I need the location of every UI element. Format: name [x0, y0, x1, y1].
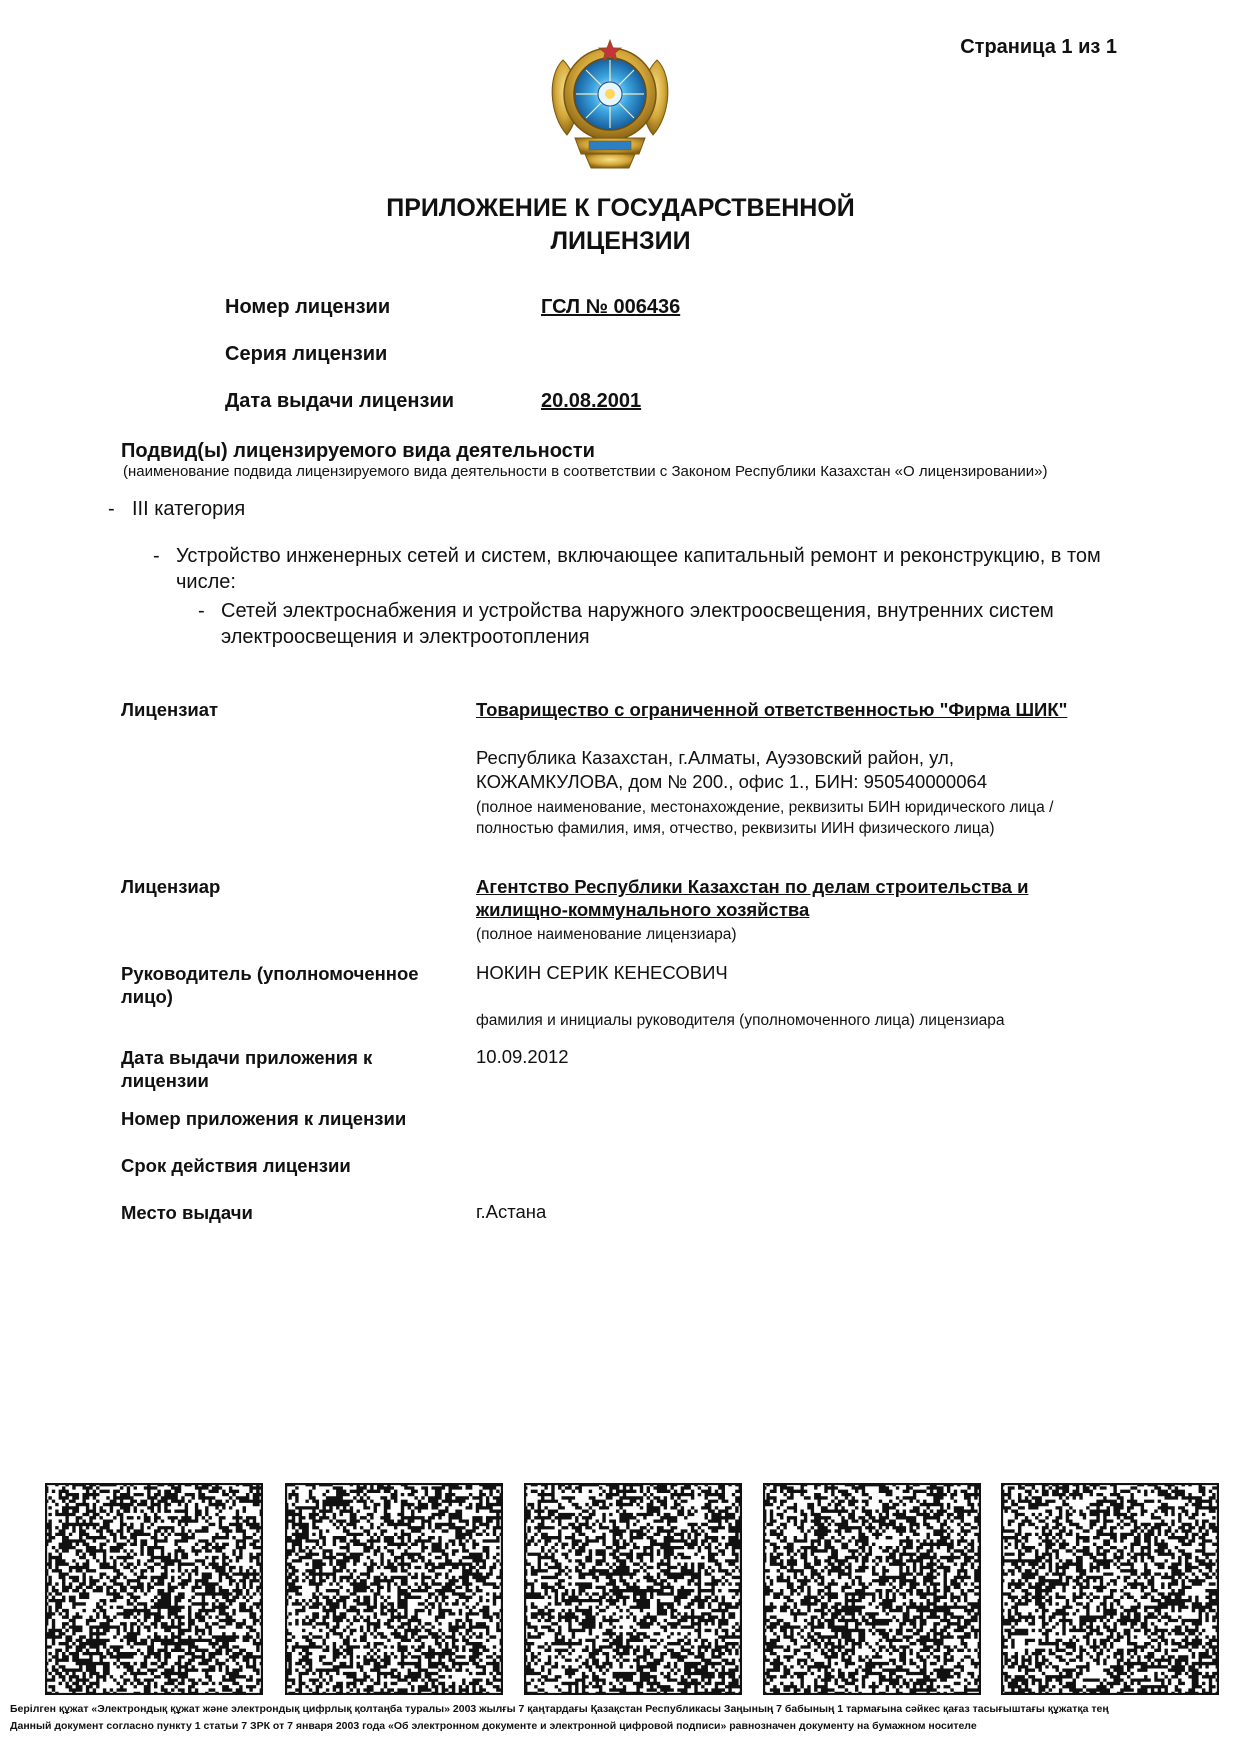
- head-name: НОКИН СЕРИК КЕНЕСОВИЧ: [476, 962, 728, 983]
- subtypes-note: (наименование подвида лицензируемого вида деятельности в соответствии с Законом Республики Казахстан «О лицензировании»): [123, 463, 1048, 480]
- subtype-item-2: - Устройство инженерных сетей и систем, включающее капитальный ремонт и реконструкцию, в том числе:: [153, 545, 1101, 593]
- validity-label: Срок действия лицензии: [121, 1155, 351, 1176]
- state-emblem-icon: [545, 30, 675, 172]
- licensor-label: Лицензиар: [121, 876, 221, 897]
- license-number-label: Номер лицензии: [225, 296, 391, 318]
- qr-code-1: [45, 1483, 263, 1695]
- license-number-value: ГСЛ № 006436: [541, 296, 681, 318]
- qr-code-5: [1001, 1483, 1219, 1695]
- licensor-name: Агентство Республики Казахстан по делам строительства и жилищно-коммунального хозяйства: [476, 876, 1029, 920]
- license-series-label: Серия лицензии: [225, 343, 388, 365]
- document-title: [0, 192, 1241, 258]
- place-value: г.Астана: [476, 1201, 547, 1222]
- qr-code-2: [285, 1483, 503, 1695]
- licensee-label: Лицензиат: [121, 699, 219, 720]
- document-title-line-2: ЛИЦЕНЗИИ: [550, 227, 691, 255]
- footer-line-kz: Берілген құжат «Электрондық құжат және электрондық цифрлық қолтаңба туралы» 2003 жылғы 7 қаңтардағы Қазақстан Республикасы Заңының 7 бабының 1 тармағына сәйкес қағаз тасығыштағы құжатқа тең: [10, 1703, 1109, 1715]
- place-label: Место выдачи: [121, 1202, 253, 1223]
- license-date-value: 20.08.2001: [541, 390, 642, 412]
- appendix-number-label: Номер приложения к лицензии: [121, 1108, 407, 1129]
- footer-line-ru: Данный документ согласно пункту 1 статьи 7 ЗРК от 7 января 2003 года «Об электронном документе и электронной цифровой подписи» равнозначен документу на бумажном носителе: [10, 1720, 977, 1732]
- licensee-name: Товарищество с ограниченной ответственностью "Фирма ШИК": [476, 699, 1068, 720]
- qr-code-4: [763, 1483, 981, 1695]
- licensor-note: (полное наименование лицензиара): [476, 926, 737, 943]
- subtype-item-3: - Сетей электроснабжения и устройства наружного электроосвещения, внутренних систем электроосвещения и электроотопления: [198, 600, 1054, 648]
- licensee-note: (полное наименование, местонахождение, реквизиты БИН юридического лица / полностью фамилия, имя, отчество, реквизиты ИИН физического лица): [476, 799, 1054, 837]
- document-title-line-1: ПРИЛОЖЕНИЕ К ГОСУДАРСТВЕННОЙ: [386, 194, 855, 222]
- subtypes-title: Подвид(ы) лицензируемого вида деятельности: [121, 440, 595, 462]
- page-number: Страница 1 из 1: [960, 36, 1117, 58]
- appendix-date-value: 10.09.2012: [476, 1046, 569, 1067]
- licensee-address: Республика Казахстан, г.Алматы, Ауэзовский район, ул, КОЖАМКУЛОВА, дом № 200., офис 1., БИН: 950540000064: [476, 747, 988, 792]
- license-date-label: Дата выдачи лицензии: [225, 390, 455, 412]
- qr-code-3: [524, 1483, 742, 1695]
- head-label: Руководитель (уполномоченное лицо): [121, 963, 419, 1007]
- appendix-date-label: Дата выдачи приложения к лицензии: [121, 1047, 373, 1091]
- head-note: фамилия и инициалы руководителя (уполномоченного лица) лицензиара: [476, 1012, 1005, 1029]
